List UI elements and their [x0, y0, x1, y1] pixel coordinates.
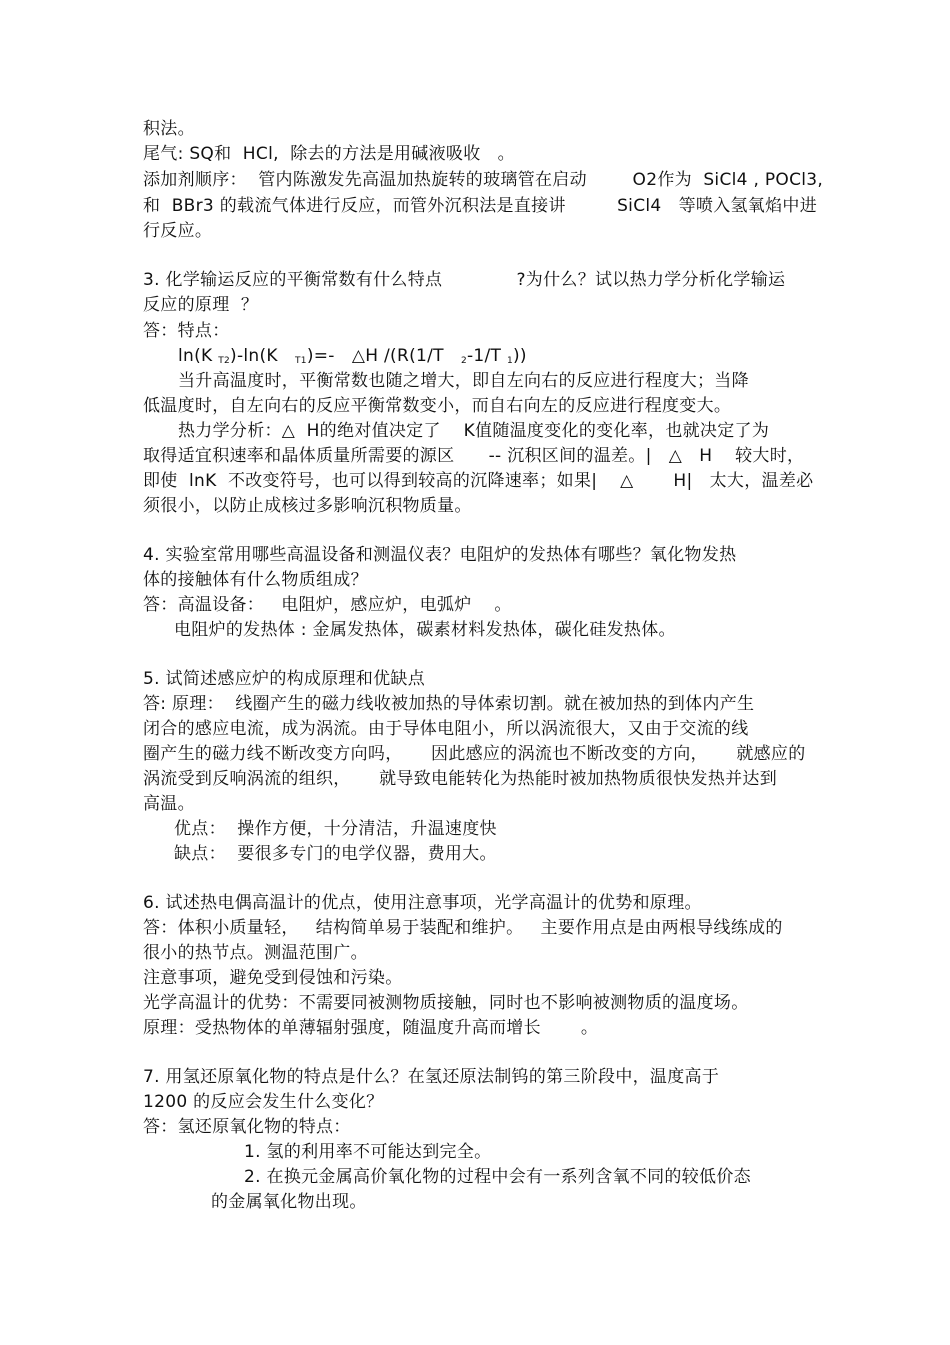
text-line: 答: 原理： 线圈产生的磁力线收被加热的导体索切割。就在被加热的到体内产生: [143, 694, 755, 714]
formula-part: -1/T: [466, 346, 507, 366]
text-line: 行反应。: [143, 221, 213, 241]
text-line: 添加剂顺序： 管内陈激发先高温加热旋转的玻璃管在启动 O2作为 SiCl4 , POCl3,: [143, 170, 824, 190]
equilibrium-formula: [178, 345, 527, 372]
text-line: 闭合的感应电流，成为涡流。由于导体电阻小，所以涡流很大，又由于交流的线: [143, 719, 749, 739]
text-line: 圈产生的磁力线不断改变方向吗， 因此感应的涡流也不断改变的方向， 就感应的: [143, 744, 806, 764]
text-line: 当升高温度时，平衡常数也随之增大，即自左向右的反应进行程度大；当降: [178, 371, 749, 391]
text-line: 热力学分析：△ H的绝对值决定了 K值随温度变化的变化率，也就决定了为: [178, 421, 770, 441]
text-line: 高温。: [143, 794, 195, 814]
text-line: 即使 lnK 不改变符号，也可以得到较高的沉降速率；如果| △ H| 太大，温差必: [143, 471, 814, 491]
text-line: 取得适宜积速率和晶体质量所需要的源区 -- 沉积区间的温差。| △ H 较大时，: [143, 446, 805, 466]
question-7-cont: 1200 的反应会发生什么变化？: [143, 1092, 384, 1112]
text-line: 涡流受到反响涡流的组织， 就导致电能转化为热能时被加热物质很快发热并达到: [143, 769, 778, 789]
text-line: 光学高温计的优势：不需要同被测物质接触，同时也不影响被测物质的温度场。: [143, 993, 749, 1013]
subscript: T2: [218, 356, 231, 366]
answer-label: 答：氢还原氧化物的特点：: [143, 1117, 351, 1137]
question-7: 7. 用氢还原氧化物的特点是什么？在氢还原法制钨的第三阶段中，温度高于: [143, 1067, 720, 1087]
text-line: 积法。: [143, 119, 195, 139]
list-item: 2. 在换元金属高价氧化物的过程中会有一系列含氧不同的较低价态: [244, 1167, 751, 1187]
formula-part: )=- △H /(R(1/T: [306, 346, 461, 366]
formula-part: )-ln(K: [230, 346, 295, 366]
question-3: 3. 化学输运反应的平衡常数有什么特点 ?为什么？试以热力学分析化学输运: [143, 270, 786, 290]
list-item: 1. 氢的利用率不可能达到完全。: [244, 1142, 492, 1162]
text-line: 答：体积小质量轻， 结构简单易于装配和维护。 主要作用点是由两根导线练成的: [143, 918, 783, 938]
question-3-cont: 反应的原理 ？: [143, 295, 259, 315]
text-line: 缺点： 要很多专门的电学仪器，费用大。: [174, 844, 497, 864]
text-line: 和 BBr3 的载流气体进行反应，而管外沉积法是直接讲 SiCl4 等喷入氢氧焰中进: [143, 196, 818, 216]
subscript: T1: [294, 356, 307, 366]
text-line: 很小的热节点。测温范围广。: [143, 943, 368, 963]
text-line: 低温度时，自左向右的反应平衡常数变小，而自右向左的反应进行程度变大。: [143, 396, 732, 416]
answer-label: 答：特点：: [143, 321, 230, 341]
text-line: 电阻炉的发热体 : 金属发热体，碳素材料发热体，碳化硅发热体。: [174, 620, 676, 640]
text-line: 须很小，以防止成核过多影响沉积物质量。: [143, 496, 472, 516]
question-6: 6. 试述热电偶高温计的优点，使用注意事项，光学高温计的优势和原理。: [143, 893, 702, 913]
text-line: 优点： 操作方便，十分清洁，升温速度快: [174, 819, 497, 839]
question-4-cont: 体的接触体有什么物质组成？: [143, 570, 368, 590]
text-line: 注意事项，避免受到侵蚀和污染。: [143, 968, 403, 988]
question-4: 4. 实验室常用哪些高温设备和测温仪表？电阻炉的发热体有哪些？氧化物发热: [143, 545, 737, 565]
question-5: 5. 试简述感应炉的构成原理和优缺点: [143, 669, 426, 689]
subscript: 2: [460, 356, 467, 366]
text-line: 尾气: SQ和 HCl, 除去的方法是用碱液吸收 。: [143, 144, 515, 164]
formula-part: ln(K: [178, 346, 219, 366]
list-item-cont: 的金属氧化物出现。: [211, 1192, 367, 1212]
text-line: 答：高温设备： 电阻炉，感应炉，电弧炉 。: [143, 595, 512, 615]
subscript: 1: [506, 356, 513, 366]
text-line: 原理：受热物体的单薄辐射强度，随温度升高而增长 。: [143, 1018, 599, 1038]
formula-part: )): [512, 346, 527, 366]
